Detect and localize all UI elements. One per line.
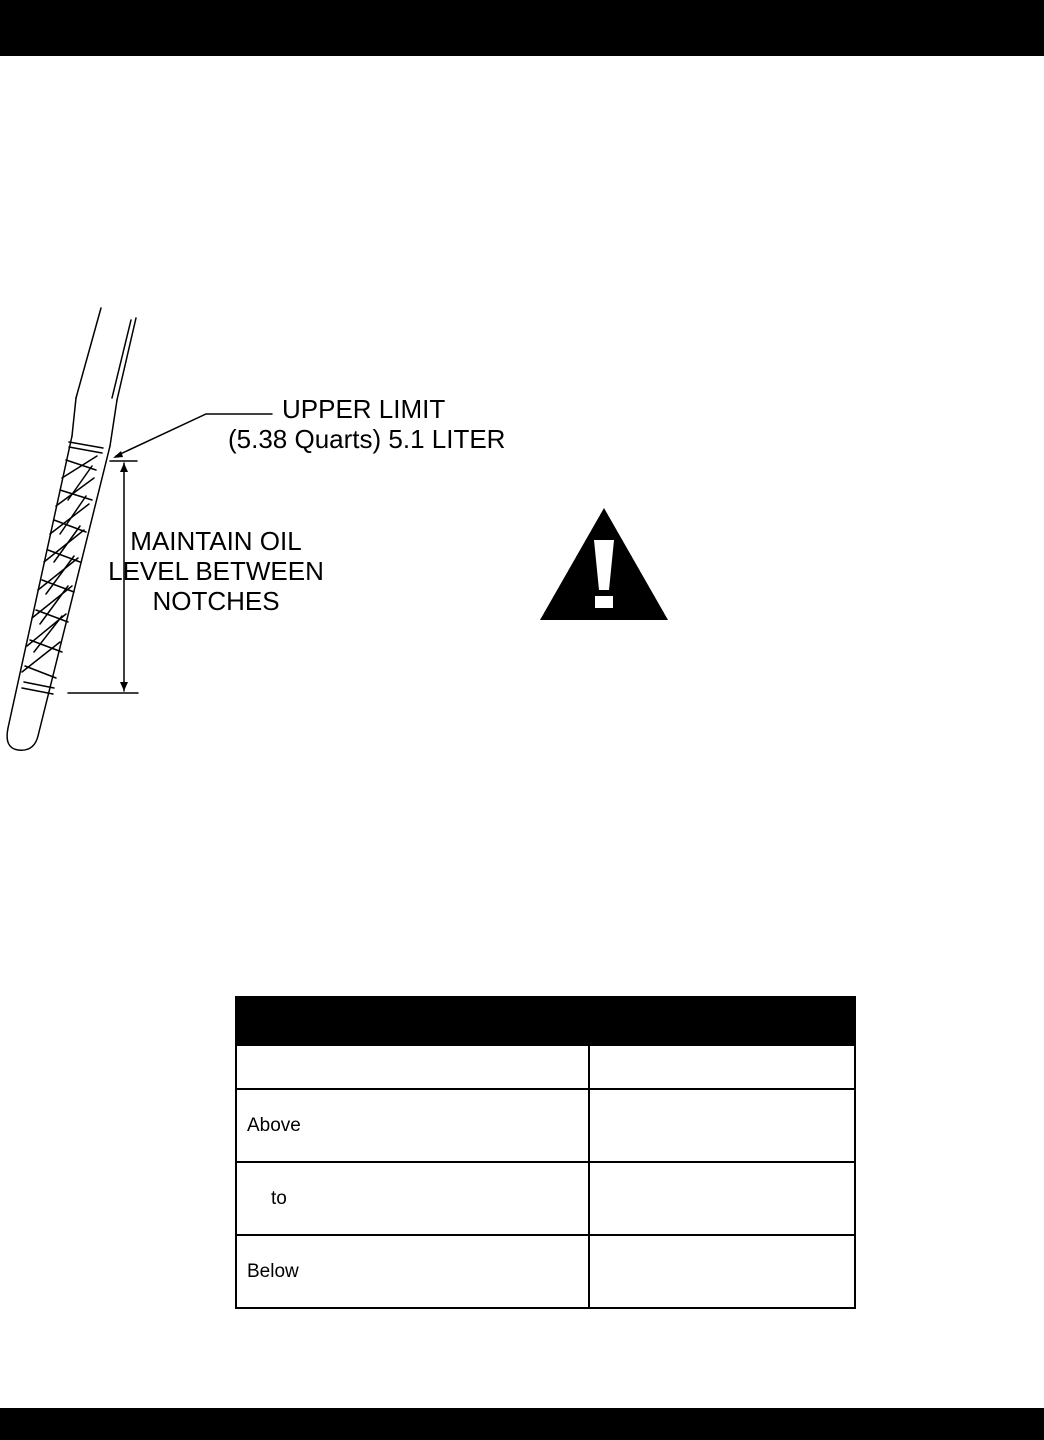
table-cell <box>589 1162 855 1235</box>
table-row <box>236 1089 855 1162</box>
oil-table <box>235 996 856 1309</box>
table-header-cell <box>236 997 589 1045</box>
table-row <box>236 1045 855 1089</box>
table-cell <box>589 1235 855 1308</box>
top-header-bar <box>0 0 1044 56</box>
table-row <box>236 1235 855 1308</box>
table-cell <box>236 1162 589 1235</box>
table-cell: Above <box>236 1089 589 1162</box>
maintain-line-3: NOTCHES <box>152 586 280 616</box>
table-cell <box>589 1089 855 1162</box>
maintain-oil-label <box>100 526 332 616</box>
table-cell: Below <box>236 1235 589 1308</box>
table-header-cell <box>589 997 855 1045</box>
bottom-footer-bar <box>0 1408 1044 1440</box>
maintain-line-1: MAINTAIN OIL <box>130 526 302 556</box>
capacity-label: (5.38 Quarts) 5.1 LITER <box>228 424 506 454</box>
table-cell <box>589 1045 855 1089</box>
table-cell-text: to <box>271 1187 287 1209</box>
maintain-line-2: LEVEL BETWEEN <box>108 556 324 586</box>
warning-icon <box>538 506 670 622</box>
table-cell <box>236 1045 589 1089</box>
table-header-row <box>236 997 855 1045</box>
upper-limit-label: UPPER LIMIT <box>282 394 446 424</box>
table-row <box>236 1162 855 1235</box>
